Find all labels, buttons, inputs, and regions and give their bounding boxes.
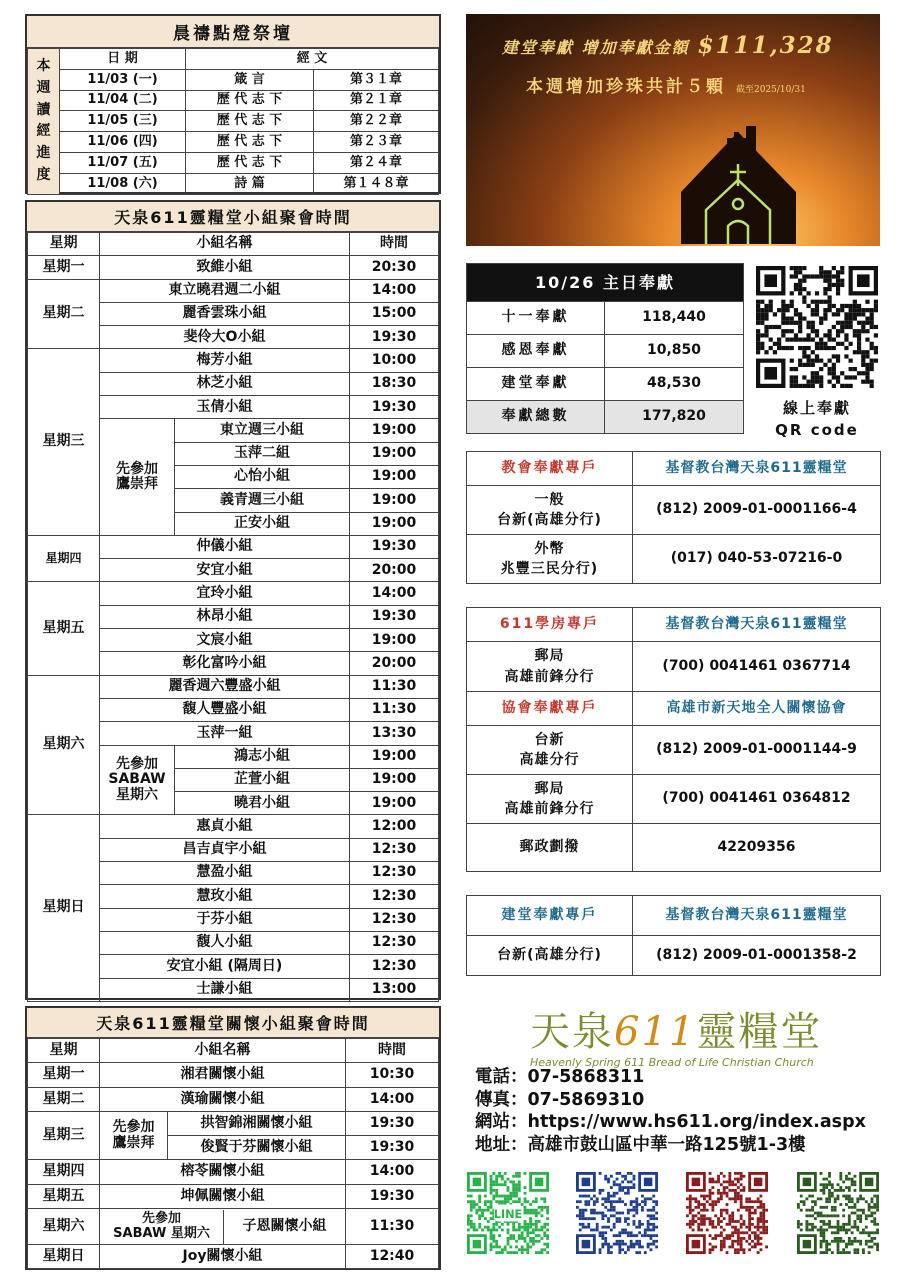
text-fragment: 外幣 (534, 540, 565, 557)
group-name: 馥人小組 (100, 931, 350, 954)
text-fragment: 天泉 (530, 1009, 614, 1055)
offering-label: 十一奉獻 (467, 302, 605, 335)
table-row (467, 302, 744, 335)
reading-book: 詩 篇 (186, 173, 314, 194)
group-time: 13:30 (350, 722, 439, 745)
group-time: 12:30 (350, 931, 439, 954)
table-row (28, 815, 439, 838)
account-number: (812) 2009-01-0001358-2 (633, 936, 881, 976)
text-fragment: 兆豐三民分行) (500, 561, 599, 577)
reading-book: 歷 代 志 下 (186, 111, 314, 132)
reading-date: 11/04 (二) (60, 90, 186, 111)
text-fragment: 高雄前鋒分行 (504, 668, 595, 685)
table-row (28, 349, 439, 372)
group-name: 林昂小組 (100, 605, 350, 628)
building-account-table (466, 895, 881, 976)
text-fragment: 靈糧堂 (696, 1009, 823, 1055)
table-row (467, 726, 881, 775)
group-time: 12:30 (350, 862, 439, 885)
group-name: 湘君關懷小組 (100, 1063, 346, 1087)
account-title: 建堂奉獻專戶 (467, 896, 633, 936)
offering-total-label: 奉獻總數 (467, 401, 605, 434)
group-time: 15:00 (350, 302, 439, 325)
banner-line2 (526, 72, 806, 97)
table-row (28, 1160, 439, 1184)
day-label: 星期四 (28, 535, 100, 582)
study-assoc-account-table (466, 607, 881, 872)
group-name: 林芝小組 (100, 372, 350, 395)
group-time: 11:30 (350, 698, 439, 721)
reading-chapter: 第２１章 (314, 90, 439, 111)
account-title: 教會奉獻專戶 (467, 452, 633, 486)
day-label: 星期六 (28, 675, 100, 815)
text-fragment: 一般 (534, 491, 565, 508)
group-time: 12:40 (346, 1245, 439, 1269)
table-row (28, 675, 439, 698)
offering-value: 118,440 (605, 302, 744, 335)
account-holder: 基督教台灣天泉611靈糧堂 (633, 896, 881, 936)
group-name: Joy關懷小組 (100, 1245, 346, 1269)
reading-chapter: 第１４８章 (314, 173, 439, 194)
offering-table (466, 263, 744, 434)
chimney (746, 126, 756, 164)
account-bank (467, 486, 633, 535)
banner-line1 (502, 32, 834, 59)
reading-book: 箴 言 (186, 69, 314, 90)
group-time: 14:00 (346, 1087, 439, 1111)
group-name: 宜玲小組 (100, 582, 350, 605)
group-time: 19:00 (350, 465, 439, 488)
group-time: 12:30 (350, 908, 439, 931)
care-group-box (25, 1006, 441, 1270)
day-label: 星期日 (28, 815, 100, 1001)
table-row (28, 256, 439, 279)
group-name-header: 小組名稱 (100, 233, 350, 256)
text-fragment: 度 (36, 166, 51, 183)
day-label: 星期二 (28, 279, 100, 349)
group-time: 12:30 (350, 838, 439, 861)
fax: 傳真：07-5869310 (475, 1089, 645, 1110)
church-logo (530, 1010, 830, 1070)
table-row (467, 486, 881, 535)
group-name: 義青週三小組 (175, 489, 350, 512)
morning-watch-box (25, 14, 441, 194)
group-time: 19:30 (350, 535, 439, 558)
group-name: 斐伶大O小組 (100, 326, 350, 349)
group-time: 19:30 (350, 605, 439, 628)
account-number: (700) 0041461 0364812 (633, 775, 881, 824)
small-group-box (25, 200, 441, 1000)
table-row (28, 1063, 439, 1087)
group-time: 12:30 (350, 885, 439, 908)
table-row (28, 173, 439, 194)
offering-value: 10,850 (605, 335, 744, 368)
table-row (467, 401, 744, 434)
day-label: 星期二 (28, 1087, 100, 1111)
text-fragment: 進 (36, 144, 51, 161)
reading-chapter: 第３１章 (314, 69, 439, 90)
group-name: 于芬小組 (100, 908, 350, 931)
group-name-header: 小組名稱 (100, 1039, 346, 1063)
table-row (467, 824, 881, 872)
table-row (28, 1184, 439, 1208)
table-row (28, 535, 439, 558)
qr-label (756, 398, 878, 442)
day-label: 星期三 (28, 349, 100, 535)
day-label: 星期五 (28, 582, 100, 675)
text-fragment: 台新(高雄分行) (497, 512, 602, 528)
cross-vertical (734, 132, 739, 158)
table-row (28, 582, 439, 605)
group-time: 19:00 (350, 419, 439, 442)
group-name: 麗香雲珠小組 (100, 302, 350, 325)
reading-date: 11/05 (三) (60, 111, 186, 132)
reading-book: 歷 代 志 下 (186, 132, 314, 153)
table-row (467, 775, 881, 824)
group-time: 19:30 (350, 326, 439, 349)
contact-info (475, 1066, 866, 1156)
account-holder: 基督教台灣天泉611靈糧堂 (633, 452, 881, 486)
weekly-reading-label (28, 49, 60, 195)
group-name: 昌吉貞宇小組 (100, 838, 350, 861)
cross-horizontal (727, 138, 746, 143)
day-label: 星期三 (28, 1111, 100, 1160)
text-fragment: 經 (36, 123, 51, 140)
day-label: 星期五 (28, 1184, 100, 1208)
sabaw-note: 先參加 SABAW 星期六 (100, 745, 175, 815)
building-fund-banner (466, 14, 880, 246)
facebook-qr-icon[interactable] (576, 1172, 658, 1254)
banner-text: 建堂奉獻 增加奉獻金額 (502, 38, 690, 57)
group-time: 13:00 (350, 978, 439, 1001)
table-row (28, 111, 439, 132)
youtube-qr-icon[interactable] (686, 1172, 768, 1254)
table-header-row (28, 1039, 439, 1063)
website-qr-icon[interactable] (797, 1172, 879, 1254)
time-header: 時間 (350, 233, 439, 256)
group-name: 士謙小組 (100, 978, 350, 1001)
eagle-worship-note: 先參加 鷹崇拜 (100, 419, 175, 535)
church-account-table (466, 451, 881, 584)
group-name: 鴻志小組 (175, 745, 350, 768)
reading-book: 歷 代 志 下 (186, 90, 314, 111)
sabaw-note: 先參加 SABAW 星期六 (100, 1210, 224, 1244)
account-title: 協會奉獻專戶 (467, 692, 633, 726)
account-bank (467, 775, 633, 824)
phone: 電話：07-5868311 (475, 1067, 645, 1087)
table-row (467, 936, 881, 976)
text-fragment: 611 (614, 1009, 697, 1055)
group-time: 20:00 (350, 652, 439, 675)
account-number: (017) 040-53-07216-0 (633, 535, 881, 584)
reading-schedule-table (27, 48, 439, 195)
account-number: (812) 2009-01-0001144-9 (633, 726, 881, 775)
day-label: 星期日 (28, 1245, 100, 1269)
group-name: 仲儀小組 (100, 535, 350, 558)
group-time: 14:00 (350, 279, 439, 302)
group-name: 梅芳小組 (100, 349, 350, 372)
group-time: 19:00 (350, 489, 439, 512)
group-name: 麗香週六豐盛小組 (100, 675, 350, 698)
small-group-title: 天泉611靈糧堂小組聚會時間 (27, 202, 439, 232)
group-name: 心怡小組 (175, 465, 350, 488)
morning-watch-title: 晨禱點燈祭壇 (27, 16, 439, 48)
group-time: 14:00 (346, 1160, 439, 1184)
group-name: 安宜小組 (隔周日) (100, 955, 350, 978)
care-group-table (27, 1038, 439, 1269)
group-name: 漢瑜關懷小組 (100, 1087, 346, 1111)
group-time: 19:00 (350, 442, 439, 465)
qr-label-line1: 線上奉獻 (782, 399, 851, 417)
reading-date: 11/03 (一) (60, 69, 186, 90)
group-time: 19:30 (350, 396, 439, 419)
group-name: 慧盈小組 (100, 862, 350, 885)
day-label: 星期一 (28, 1063, 100, 1087)
table-row (28, 1111, 439, 1135)
group-time: 19:30 (346, 1136, 439, 1160)
reading-book: 歷 代 志 下 (186, 152, 314, 173)
table-row (467, 368, 744, 401)
account-number: (812) 2009-01-0001166-4 (633, 486, 881, 535)
table-cell (100, 1209, 346, 1245)
account-title: 611學房專戶 (467, 608, 633, 642)
text-fragment: 本 (36, 58, 51, 75)
group-name: 玉倩小組 (100, 396, 350, 419)
eagle-worship-note: 先參加 鷹崇拜 (100, 1111, 168, 1160)
logo-cn (530, 1010, 830, 1054)
table-row (467, 535, 881, 584)
day-header: 星期 (28, 233, 100, 256)
group-time: 19:00 (350, 629, 439, 652)
day-label: 星期六 (28, 1209, 100, 1245)
offering-value: 48,530 (605, 368, 744, 401)
table-row (28, 69, 439, 90)
group-time: 10:00 (350, 349, 439, 372)
group-time: 12:00 (350, 815, 439, 838)
group-name: 玉萍二組 (175, 442, 350, 465)
group-name: 拱智錦湘關懷小組 (168, 1111, 346, 1135)
banner-amount: $111,328 (697, 32, 834, 59)
group-name: 致維小組 (100, 256, 350, 279)
logo-en: Heavenly Spring 611 Bread of Life Christian Church (530, 1056, 814, 1069)
table-row (28, 1245, 439, 1269)
account-holder: 高雄市新天地全人關懷協會 (633, 692, 881, 726)
qr-label-line2: QR code (775, 420, 859, 439)
group-name: 彰化富吟小組 (100, 652, 350, 675)
text-fragment: 高雄分行 (519, 752, 580, 768)
group-name: 慧玫小組 (100, 885, 350, 908)
group-time: 19:00 (350, 512, 439, 535)
account-holder: 基督教台灣天泉611靈糧堂 (633, 608, 881, 642)
scripture-header: 經 文 (186, 49, 439, 70)
text-fragment: 讀 (36, 101, 51, 118)
group-time: 14:00 (350, 582, 439, 605)
table-row (28, 152, 439, 173)
account-bank: 台新(高雄分行) (467, 936, 633, 976)
small-group-table (27, 232, 439, 1002)
offering-total-value: 177,820 (605, 401, 744, 434)
group-time: 18:30 (350, 372, 439, 395)
account-bank (467, 535, 633, 584)
care-group-title: 天泉611靈糧堂關懷小組聚會時間 (27, 1008, 439, 1038)
offering-label: 感恩奉獻 (467, 335, 605, 368)
reading-date: 11/06 (四) (60, 132, 186, 153)
table-header-row (28, 233, 439, 256)
text-fragment: 週 (36, 79, 51, 96)
group-time: 19:00 (350, 745, 439, 768)
group-time: 10:30 (346, 1063, 439, 1087)
group-time: 11:30 (346, 1209, 439, 1245)
day-label: 星期一 (28, 256, 100, 279)
line-qr-icon[interactable] (467, 1172, 549, 1254)
group-name: 惠貞小組 (100, 815, 350, 838)
table-row (28, 1209, 439, 1245)
reading-date: 11/07 (五) (60, 152, 186, 173)
group-time: 19:00 (350, 768, 439, 791)
table-row (28, 90, 439, 111)
account-bank (467, 726, 633, 775)
group-name: 子恩關懷小組 (242, 1217, 327, 1234)
table-row (28, 279, 439, 302)
group-time: 20:00 (350, 559, 439, 582)
text-fragment: 郵局 (534, 648, 565, 665)
group-time: 12:30 (350, 955, 439, 978)
postal-label: 郵政劃撥 (467, 824, 633, 872)
offering-label: 建堂奉獻 (467, 368, 605, 401)
group-name: 東立曉君週二小組 (100, 279, 350, 302)
table-row (467, 642, 881, 692)
group-name: 安宜小組 (100, 559, 350, 582)
day-label: 星期四 (28, 1160, 100, 1184)
group-name: 玉萍一組 (100, 722, 350, 745)
reading-chapter: 第２２章 (314, 111, 439, 132)
address: 地址：高雄市鼓山區中華一路125號1-3樓 (475, 1134, 806, 1155)
group-time: 20:30 (350, 256, 439, 279)
group-name: 坤佩關懷小組 (100, 1184, 346, 1208)
pearl-count-text: 本週增加珍珠共計５顆 (526, 77, 726, 97)
group-name: 俊賢于芬關懷小組 (168, 1136, 346, 1160)
group-name: 馥人豐盛小組 (100, 698, 350, 721)
group-time: 19:30 (346, 1111, 439, 1135)
postal-number: 42209356 (633, 824, 881, 872)
as-of-date: 截至2025/10/31 (736, 85, 806, 95)
group-time: 19:00 (350, 792, 439, 815)
group-time: 19:30 (346, 1184, 439, 1208)
website-link[interactable]: 網站：https://www.hs611.org/index.aspx (475, 1112, 866, 1132)
group-name: 榕苓關懷小組 (100, 1160, 346, 1184)
text-fragment: 郵局 (534, 780, 565, 797)
reading-chapter: 第２３章 (314, 132, 439, 153)
online-offering-qr-icon[interactable] (756, 266, 878, 388)
svg-text:LINE: LINE (493, 1207, 523, 1221)
account-number: (700) 0041461 0367714 (633, 642, 881, 692)
table-row (28, 132, 439, 153)
account-bank (467, 642, 633, 692)
date-header: 日 期 (60, 49, 186, 70)
table-row (28, 49, 439, 70)
text-fragment: 高雄前鋒分行 (504, 801, 595, 817)
group-name: 東立週三小組 (175, 419, 350, 442)
reading-date: 11/08 (六) (60, 173, 186, 194)
offering-title: 10/26 主日奉獻 (467, 264, 744, 302)
time-header: 時間 (346, 1039, 439, 1063)
table-row (467, 335, 744, 368)
group-name: 正安小組 (175, 512, 350, 535)
group-name: 曉君小組 (175, 792, 350, 815)
group-name: 芷萱小組 (175, 768, 350, 791)
group-time: 11:30 (350, 675, 439, 698)
group-name: 文宸小組 (100, 629, 350, 652)
table-row (28, 1087, 439, 1111)
reading-chapter: 第２４章 (314, 152, 439, 173)
day-header: 星期 (28, 1039, 100, 1063)
text-fragment: 台新 (534, 731, 565, 748)
